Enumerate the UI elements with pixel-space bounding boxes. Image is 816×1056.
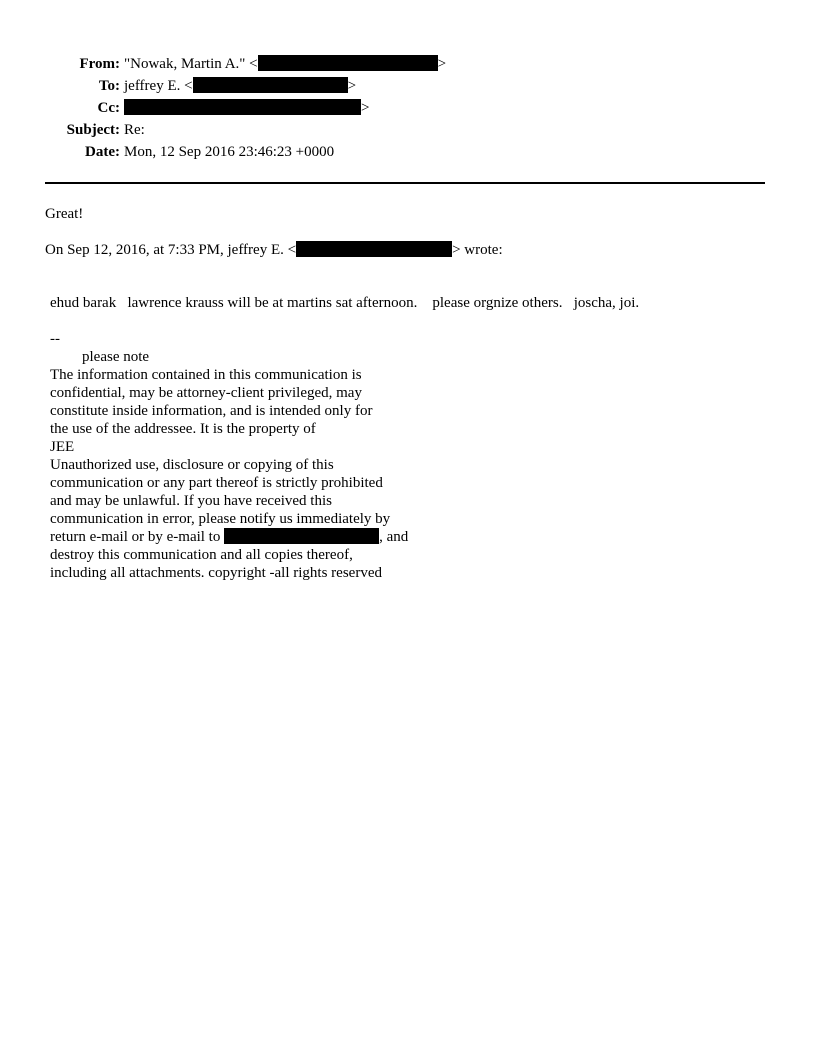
disclaimer-line: and may be unlawful. If you have received this [50, 493, 332, 509]
disclaimer-line: communication or any part thereof is strictly prohibited [50, 475, 383, 491]
redacted-from-email [258, 55, 438, 71]
to-close-bracket: > [347, 78, 357, 94]
quoted-message: ehud barak lawrence krauss will be at martins sat afternoon. please orgnize others. joscha, joi. [50, 295, 640, 311]
disclaimer-line: confidential, may be attorney-client privileged, may [50, 385, 362, 401]
date-value: Mon, 12 Sep 2016 23:46:23 +0000 [124, 144, 335, 160]
attribution-prefix: On Sep 12, 2016, at 7:33 PM, jeffrey E. < [45, 242, 297, 258]
signature-dashes: -- [50, 331, 60, 347]
disclaimer-line: the use of the addressee. It is the property of [50, 421, 316, 437]
disclaimer-line: constitute inside information, and is intended only for [50, 403, 373, 419]
from-value [124, 53, 446, 75]
date-label: Date: [85, 144, 120, 160]
redacted-to-email [193, 77, 348, 93]
disclaimer-line: JEE [50, 439, 75, 455]
from-close-bracket: > [437, 56, 447, 72]
return-prefix: return e-mail or by e-mail to [50, 529, 225, 545]
attribution-suffix: > wrote: [452, 242, 503, 258]
disclaimer-return-line [50, 528, 408, 546]
cc-close-bracket: > [361, 100, 370, 116]
signature-note: please note [82, 349, 150, 365]
quote-attribution [45, 241, 503, 259]
to-label: To: [98, 78, 120, 94]
from-label: From: [79, 56, 120, 72]
redacted-cc [124, 99, 361, 115]
cc-label: Cc: [97, 100, 120, 116]
date-row [0, 141, 816, 163]
disclaimer-line: Unauthorized use, disclosure or copying of this [50, 457, 334, 473]
cc-row [0, 97, 816, 119]
disclaimer-line: The information contained in this communication is [50, 367, 362, 383]
email-header [0, 53, 816, 163]
subject-label: Subject: [66, 122, 120, 138]
from-row [0, 53, 816, 75]
disclaimer-line: communication in error, please notify us immediately by [50, 511, 391, 527]
disclaimer-line: destroy this communication and all copies thereof, [50, 547, 353, 563]
redacted-sender-email [296, 241, 452, 257]
to-value [124, 75, 356, 97]
subject-row [0, 119, 816, 141]
reply-greeting: Great! [45, 206, 84, 222]
cc-value [124, 97, 369, 119]
header-divider [45, 182, 765, 184]
return-suffix: , and [379, 529, 409, 545]
to-row [0, 75, 816, 97]
subject-value: Re: [124, 122, 145, 138]
disclaimer-line: including all attachments. copyright -all rights reserved [50, 565, 382, 581]
redacted-return-email [224, 528, 379, 544]
from-name: "Nowak, Martin A." < [124, 56, 258, 72]
to-name: jeffrey E. < [124, 78, 193, 94]
signature-block [50, 330, 408, 582]
